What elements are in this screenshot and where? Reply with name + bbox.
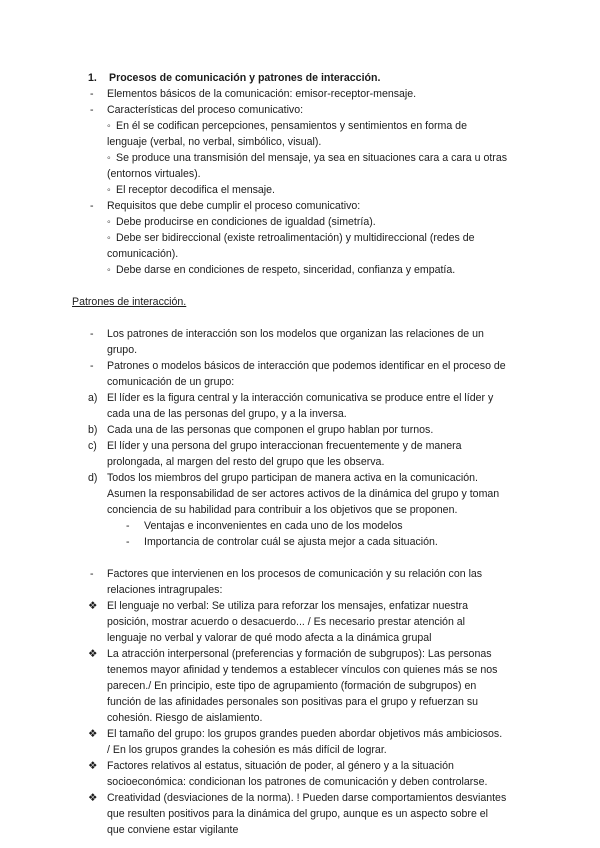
requirements-title: Requisitos que debe cumplir el proceso comunicativo: bbox=[107, 200, 361, 212]
pattern-item-d: Asumen la responsabilidad de ser actores activos de la dinámica del grupo y toman bbox=[107, 488, 500, 500]
dash-bullet: - bbox=[90, 328, 94, 340]
dash-bullet: - bbox=[90, 568, 94, 580]
circle-bullet: ◦ bbox=[107, 184, 111, 196]
list-marker: c) bbox=[88, 440, 97, 452]
requirement-item: comunicación). bbox=[107, 248, 179, 260]
pattern-item-d: conciencia de su habilidad para contribuir a los objetivos que se proponen. bbox=[107, 504, 458, 516]
factor-item: Creatividad (desviaciones de la norma). ! Pueden darse comportamientos desviantes bbox=[107, 792, 507, 804]
factors-intro: relaciones intragrupales: bbox=[107, 584, 223, 596]
patterns-heading: Patrones de interacción. bbox=[72, 296, 187, 308]
circle-bullet: ◦ bbox=[107, 232, 111, 244]
factor-item: El lenguaje no verbal: Se utiliza para reforzar los mensajes, enfatizar nuestra bbox=[107, 600, 468, 612]
factor-item: El tamaño del grupo: los grupos grandes pueden abordar objetivos más ambiciosos. bbox=[107, 728, 503, 740]
requirement-item: Debe producirse en condiciones de igualdad (simetría). bbox=[116, 216, 376, 228]
patterns-models: Patrones o modelos básicos de interacción que podemos identificar en el proceso de bbox=[107, 360, 506, 372]
pattern-item-d: Todos los miembros del grupo participan de manera activa en la comunicación. bbox=[107, 472, 478, 484]
diamond-bullet: ❖ bbox=[88, 600, 98, 612]
list-marker: a) bbox=[88, 392, 98, 404]
requirement-item: Debe darse en condiciones de respeto, sinceridad, confianza y empatía. bbox=[116, 264, 456, 276]
dash-bullet: - bbox=[126, 536, 130, 548]
pattern-subitem: Ventajas e inconvenientes en cada uno de los modelos bbox=[144, 520, 403, 532]
pattern-item-a: El líder es la figura central y la interacción comunicativa se produce entre el líder y bbox=[107, 392, 494, 404]
diamond-bullet: ❖ bbox=[88, 728, 98, 740]
pattern-subitem: Importancia de controlar cuál se ajusta mejor a cada situación. bbox=[144, 536, 438, 548]
factor-item: función de las afinidades personales son positivas para el grupo y refuerzan su bbox=[107, 696, 479, 708]
section-title: Procesos de comunicación y patrones de interacción. bbox=[109, 72, 381, 84]
section-number: 1. bbox=[88, 72, 97, 84]
factor-item: posición, mostrar acuerdo o desacuerdo... / Es necesario prestar atención al bbox=[107, 616, 466, 628]
characteristic-item: El receptor decodifica el mensaje. bbox=[116, 184, 275, 196]
factor-item: tenemos mayor afinidad y tendemos a establecer vínculos con quienes más se nos bbox=[107, 664, 498, 676]
pattern-item-c: prolongada, al margen del resto del grupo que les observa. bbox=[107, 456, 385, 468]
characteristic-item: En él se codifican percepciones, pensamientos y sentimientos en forma de bbox=[116, 120, 467, 132]
list-marker: b) bbox=[88, 424, 98, 436]
circle-bullet: ◦ bbox=[107, 152, 111, 164]
elements-text: Elementos básicos de la comunicación: emisor-receptor-mensaje. bbox=[107, 88, 417, 100]
factors-intro: Factores que intervienen en los procesos de comunicación y su relación con las bbox=[107, 568, 483, 580]
pattern-item-c: El líder y una persona del grupo interaccionan frecuentemente y de manera bbox=[107, 440, 462, 452]
characteristics-title: Características del proceso comunicativo: bbox=[107, 104, 304, 116]
factor-item: Factores relativos al estatus, situación de poder, al género y a la situación bbox=[107, 760, 454, 772]
diamond-bullet: ❖ bbox=[88, 792, 98, 804]
patterns-models: comunicación de un grupo: bbox=[107, 376, 235, 388]
characteristic-item: lenguaje (verbal, no verbal, simbólico, visual). bbox=[107, 136, 322, 148]
factor-item: que resulten positivos para la dinámica del grupo, aunque es un aspecto sobre el bbox=[107, 808, 489, 820]
pattern-item-b: Cada una de las personas que componen el grupo hablan por turnos. bbox=[107, 424, 434, 436]
list-marker: d) bbox=[88, 472, 98, 484]
factor-item: La atracción interpersonal (preferencias y formación de subgrupos): Las personas bbox=[107, 648, 492, 660]
characteristic-item: (entornos virtuales). bbox=[107, 168, 201, 180]
factor-item: cohesión. Riesgo de aislamiento. bbox=[107, 712, 263, 724]
dash-bullet: - bbox=[90, 360, 94, 372]
circle-bullet: ◦ bbox=[107, 216, 111, 228]
dash-bullet: - bbox=[90, 88, 94, 100]
circle-bullet: ◦ bbox=[107, 264, 111, 276]
factor-item: que conviene estar vigilante bbox=[107, 824, 239, 836]
pattern-item-a: cada una de las personas del grupo, y a la inversa. bbox=[107, 408, 347, 420]
factor-item: / En los grupos grandes la cohesión es más difícil de lograr. bbox=[107, 744, 387, 756]
factor-item: lenguaje no verbal y valorar de qué modo afecta a la dinámica grupal bbox=[107, 632, 432, 644]
circle-bullet: ◦ bbox=[107, 120, 111, 132]
diamond-bullet: ❖ bbox=[88, 648, 98, 660]
dash-bullet: - bbox=[90, 200, 94, 212]
patterns-definition: grupo. bbox=[107, 344, 138, 356]
characteristic-item: Se produce una transmisión del mensaje, ya sea en situaciones cara a cara u otras bbox=[116, 152, 508, 164]
patterns-definition: Los patrones de interacción son los modelos que organizan las relaciones de un bbox=[107, 328, 484, 340]
dash-bullet: - bbox=[126, 520, 130, 532]
diamond-bullet: ❖ bbox=[88, 760, 98, 772]
dash-bullet: - bbox=[90, 104, 94, 116]
factor-item: socioeconómica: condicionan los patrones de comunicación y deben controlarse. bbox=[107, 776, 488, 788]
factor-item: parecen./ En principio, este tipo de agrupamiento (formación de subgrupos) en bbox=[107, 680, 477, 692]
requirement-item: Debe ser bidireccional (existe retroalimentación) y multidireccional (redes de bbox=[116, 232, 475, 244]
